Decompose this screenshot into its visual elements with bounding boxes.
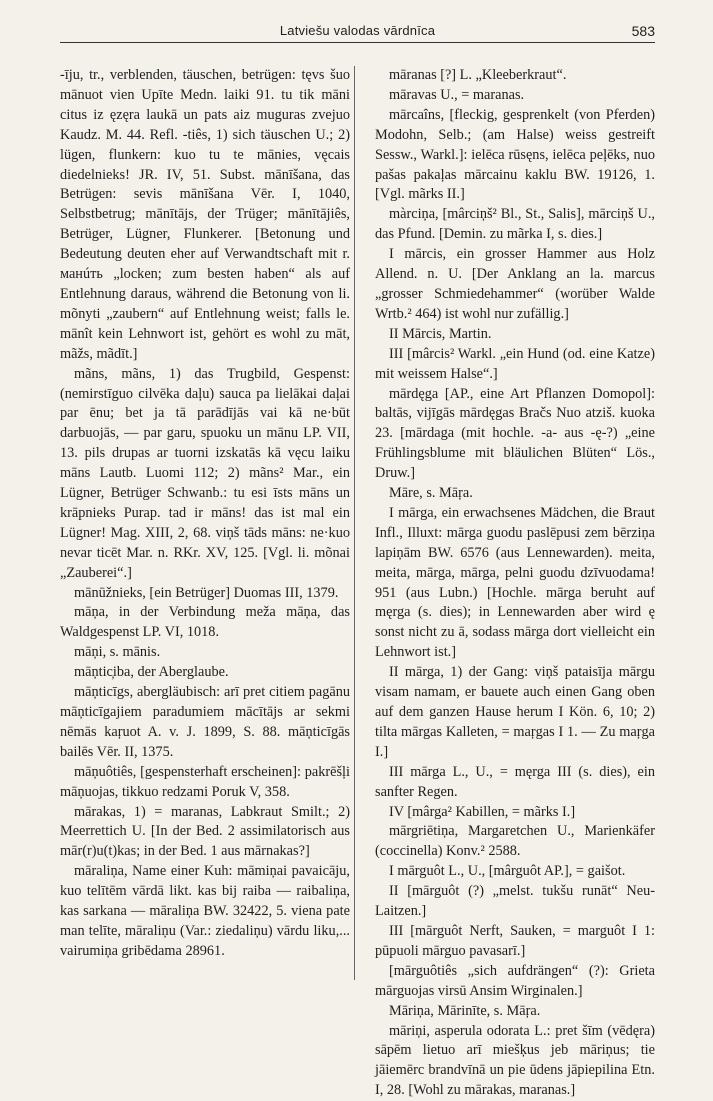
dictionary-entry: māraliņa, Name einer Kuh: māmiņai pavaicāju, kuo telītēm vārdā likt. kas bij raiba — raibaliņa, kas sarkana — māraliņa BW. 32422, 5. viena pate man telīte, māraliņu (Var.: ziedaliņu) vārdu liku,... vairumiņa gribēdama 28961. — [60, 862, 350, 962]
running-head: Latviešu valodas vārdnīca — [60, 23, 655, 38]
dictionary-entry: IV [mârga² Kabillen, = mãrks I.] — [375, 803, 655, 823]
dictionary-entry: I mārcis, ein grosser Hammer aus Holz Allend. n. U. [Der Anklang an la. marcus „grosser Schmiedehammer“ (worüber Walde Wrtb.² 464) ist wohl nur zufällig.] — [375, 245, 655, 325]
dictionary-entry: Māre, s. Māŗa. — [375, 484, 655, 504]
dictionary-entry: mānūžnieks, [ein Betrüger] Duomas III, 1379. — [60, 584, 350, 604]
dictionary-entry: -īju, tr., verblenden, täuschen, betrügen: tęvs šuo mānuot vien Upīte Medn. laiki 91. tu tik māni citus iz ęzęra laukā un pats aiz muguras zvejuo Kaudz. M. 44. Refl. -tiês, 1) sich täuschen U.; 2) lügen, flunkern: kuo tu te mānies, vęcais diedelnieks! JR. IV, 51. Subst. mānīšana, das Betrügen: sevis mānīšana Vēr. I, 1040, Selbstbetrug; mānītājs, der Trüger; mānītājiês, Betrüger, Lügner, Flunkerer. [Betonung und Bedeutung deuten eher auf Verwandtschaft mit r. манúть „locken; zum besten haben“ als auf Entlehnung daraus, während die Betonung von li. mõnyti „zaubern“ auf Entlehnung weist; falls le. mānît kein Lehnwort ist, gehört es wohl zu māt, mãžs, mãdīt.] — [60, 66, 350, 365]
dictionary-entry: māriņi, asperula odorata L.: pret šīm (vēdęra) sāpēm lietuo arī miešķus jeb māriņus; tie jāiemērc brandvīnā un pie ūdens jāpiepilina Etn. I, 28. [Wohl zu mārakas, maranas.] — [375, 1022, 655, 1101]
dictionary-entry: māņticīgs, abergläubisch: arī pret citiem pagānu māņticīgajiem paradumiem mācītājs ar sekmi nēmās kaŗuot A. v. J. 1899, S. 88. māņticīgās bailēs Vēr. II, 1375. — [60, 683, 350, 763]
page-number: 583 — [632, 23, 655, 42]
dictionary-entry: māņtic̦iba, der Aberglaube. — [60, 663, 350, 683]
dictionary-entry: mārdęga [AP., eine Art Pflanzen Domopol]: baltās, vijīgās mārdęgas Bračs Nuo atziš. kuoka 23. [mārdaga (mit hochle. -a- aus -ę-?) „eine Frühlingsblume mit bläulichen Blüten“ Lös., Druw.] — [375, 385, 655, 485]
dictionary-entry: I mārga, ein erwachsenes Mädchen, die Braut Infl., Illuxt: mārga guodu paslēpusi zem bērziņa lapiņām BW. 6576 (aus Lennewarden). meita, meita, mārga, mārga, pelni guodu dzīvuodama! 951 (aus Lubn.) [Hochle. mārga beruht auf męrga (s. dies); in Lennewarden aber wird ę sonst nicht zu ā, sodass mārga dort vielleicht ein Lehnwort ist.] — [375, 504, 655, 663]
dictionary-entry: mārakas, 1) = maranas, Labkraut Smilt.; 2) Meerrettich U. [In der Bed. 2 assimilatorisch aus mār(r)u(t)kas; in der Bed. 1 aus mārnakas?] — [60, 803, 350, 863]
dictionary-entry: māņuôtiês, [gespensterhaft erscheinen]: pakrēšļi māņuojas, tikkuo redzami Poruk V, 358. — [60, 763, 350, 803]
dictionary-entry: mārcaîns, [fleckig, gesprenkelt (von Pferden) Modohn, Selb.; (am Halse) weiss gestreift Sessw., Warkl.]: ielēca rūsęns, ielēca peļēks, nuo pašas pakaļas mārcainu kaklu BW. 19126, 1. [Vgl. mãrks II.] — [375, 106, 655, 206]
dictionary-entry: II Mārcis, Martin. — [375, 325, 655, 345]
dictionary-entry: mārgriētiņa, Margaretchen U., Marienkäfer (coccinella) Konv.² 2588. — [375, 822, 655, 862]
dictionary-entry: māravas U., = maranas. — [375, 86, 655, 106]
dictionary-entry: māņi, s. mānis. — [60, 643, 350, 663]
dictionary-entry: II [mārguôt (?) „melst. tukšu runāt“ Neu-Laitzen.] — [375, 882, 655, 922]
dictionary-entry: Māriņa, Mārinīte, s. Māŗa. — [375, 1002, 655, 1022]
dictionary-entry: III [mārguôt Nerft, Sauken, = marguôt I 1: pūpuoli mārguo pavasarī.] — [375, 922, 655, 962]
dictionary-entry: II mārga, 1) der Gang: viņš pataisīja mārgu visam namam, er bauete auch einen Gang oben auf dem ganzen Hause herum I Kön. 6, 10; 2) tilta mārgas Kalleten, = maŗgas I 1. — Zu maŗga I.] — [375, 663, 655, 763]
dictionary-entry: màrciņa, [mârciņš² Bl., St., Salis], mārciņš U., das Pfund. [Demin. zu mãrka I, s. dies.] — [375, 205, 655, 245]
right-column — [375, 66, 655, 988]
dictionary-entry: māņa, in der Verbindung meža māņa, das Waldgespenst LP. VI, 1018. — [60, 603, 350, 643]
left-column — [60, 66, 350, 988]
dictionary-entry: māranas [?] L. „Kleeberkraut“. — [375, 66, 655, 86]
dictionary-entry: [mārguôtiês „sich aufdrängen“ (?): Grieta mārguojas virsū Ansim Wirginalen.] — [375, 962, 655, 1002]
dictionary-entry: I mārguôt L., U., [mârguôt AP.], = gaišot. — [375, 862, 655, 882]
dictionary-entry: mãns, mãns, 1) das Trugbild, Gespenst: (nemirstīguo cilvēka daļu) sauca pa lielākai daļai par ēnu; bet ja tā parādījās vai kā ne·būt darbuojās, — par garu, spuoku un mānu LP. VII, 13. pils drupas ar tuorni izskatās kā vęcu laiku māns Lautb. Luomi 112; 2) mãns² Mar., ein Lügner, Betrüger Schwanb.: tu esi īsts māns un krāpnieks Purap. tad ir māns! das ist mal ein Lügner! Mag. XIII, 2, 68. viņš tāds māns: ne·kuo nevar ticēt Mar. n. RKr. XV, 125. [Vgl. li. mõnai „Zauberei“.] — [60, 365, 350, 584]
dictionary-entry: III mārga L., U., = męrga III (s. dies), ein sanfter Regen. — [375, 763, 655, 803]
columns — [60, 66, 655, 988]
dictionary-entry: III [mârcis² Warkl. „ein Hund (od. eine Katze) mit weissem Halse“.] — [375, 345, 655, 385]
page-header — [60, 20, 655, 43]
